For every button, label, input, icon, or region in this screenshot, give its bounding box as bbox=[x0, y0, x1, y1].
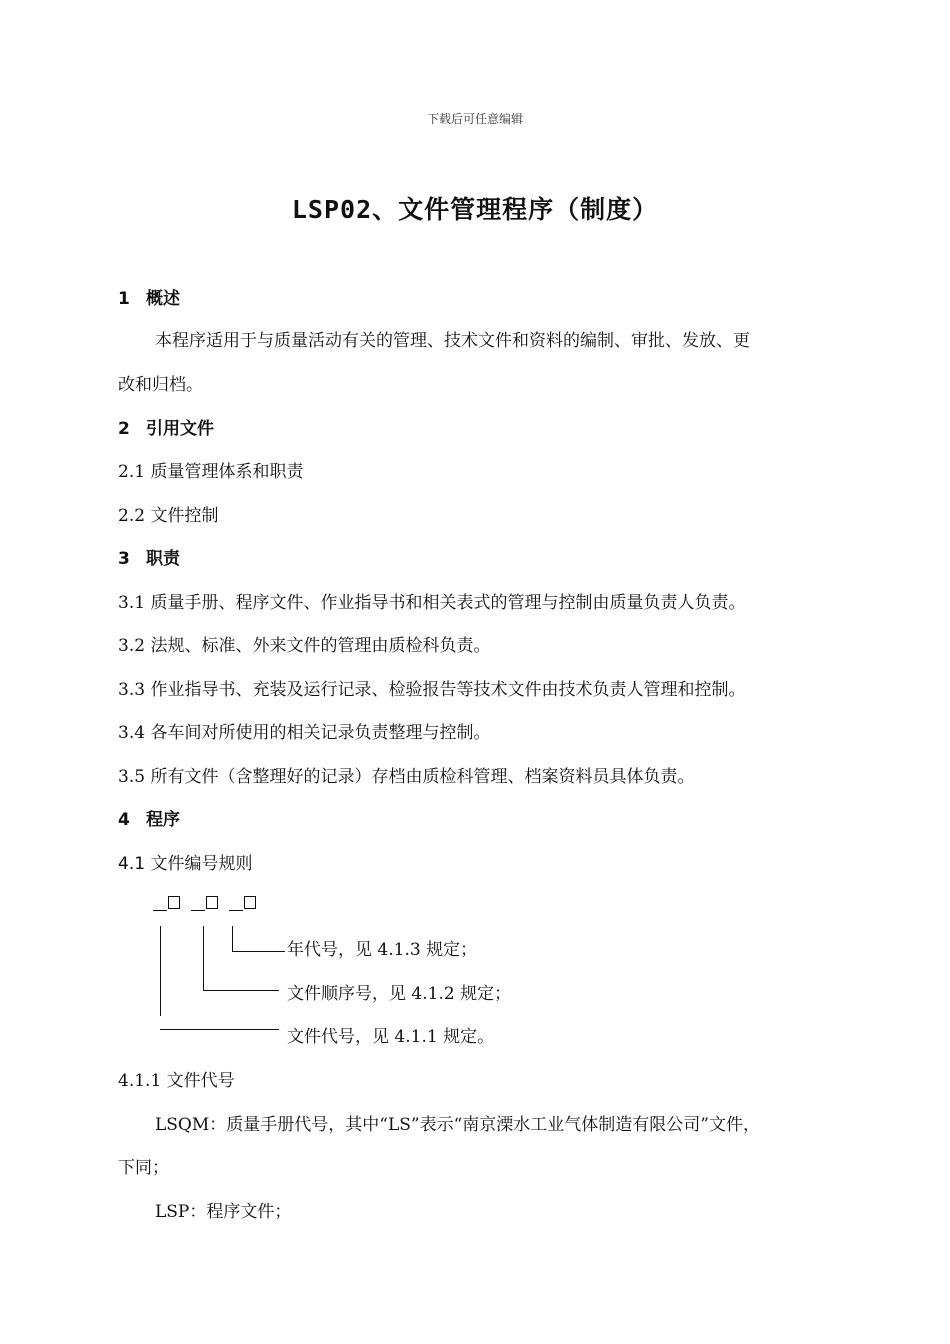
underline bbox=[153, 910, 167, 911]
connector-line bbox=[203, 926, 204, 990]
section-title: 引用文件 bbox=[146, 419, 214, 439]
placeholder-box bbox=[206, 896, 218, 909]
section-title: 程序 bbox=[146, 810, 180, 830]
section-title: 职责 bbox=[146, 549, 180, 569]
placeholder-box bbox=[244, 896, 256, 909]
section-3-heading bbox=[118, 544, 180, 569]
section-number: 2 bbox=[118, 419, 130, 439]
list-item: 3.1 质量手册、程序文件、作业指导书和相关表式的管理与控制由质量负责人负责。 bbox=[118, 593, 746, 613]
section-number: 4 bbox=[118, 810, 130, 830]
connector-line bbox=[232, 951, 285, 952]
paragraph: LSQM：质量手册代号，其中“LS”表示“南京溧水工业气体制造有限公司”文件， bbox=[155, 1115, 760, 1135]
list-item: 3.5 所有文件（含整理好的记录）存档由质检科管理、档案资料员具体负责。 bbox=[118, 767, 695, 787]
list-item: 2.1 质量管理体系和职责 bbox=[118, 462, 304, 482]
paragraph: LSP：程序文件； bbox=[155, 1202, 292, 1222]
list-item: 3.3 作业指导书、充装及运行记录、检验报告等技术文件由技术负责人管理和控制。 bbox=[118, 680, 746, 700]
connector-line bbox=[160, 926, 161, 1016]
paragraph: 下同； bbox=[118, 1158, 169, 1178]
subsection-heading: 4.1 文件编号规则 bbox=[118, 854, 253, 874]
section-2-heading bbox=[118, 414, 214, 439]
connector-line bbox=[232, 926, 233, 951]
connector-line bbox=[203, 990, 279, 991]
paragraph: 改和归档。 bbox=[118, 375, 203, 395]
section-number: 3 bbox=[118, 549, 130, 569]
list-item: 3.4 各车间对所使用的相关记录负责整理与控制。 bbox=[118, 723, 491, 743]
section-number: 1 bbox=[118, 289, 130, 309]
list-item: 2.2 文件控制 bbox=[118, 506, 219, 526]
document-title: LSP02、文件管理程序（制度） bbox=[291, 195, 659, 224]
subsection-heading: 4.1.1 文件代号 bbox=[118, 1071, 235, 1091]
diagram-label-year: 年代号，见 4.1.3 规定； bbox=[287, 940, 478, 960]
section-1-heading bbox=[118, 284, 180, 309]
diagram-label-doc-code: 文件代号，见 4.1.1 规定。 bbox=[287, 1027, 495, 1047]
section-title: 概述 bbox=[146, 289, 180, 309]
list-item: 3.2 法规、标准、外来文件的管理由质检科负责。 bbox=[118, 636, 491, 656]
diagram-label-sequence: 文件顺序号，见 4.1.2 规定； bbox=[287, 984, 512, 1004]
placeholder-box bbox=[168, 896, 180, 909]
connector-line bbox=[160, 1029, 279, 1030]
section-4-heading bbox=[118, 805, 180, 830]
page-header: 下载后可任意编辑 bbox=[426, 112, 523, 126]
paragraph: 本程序适用于与质量活动有关的管理、技术文件和资料的编制、审批、发放、更 bbox=[155, 331, 750, 351]
underline bbox=[191, 910, 205, 911]
underline bbox=[229, 910, 243, 911]
